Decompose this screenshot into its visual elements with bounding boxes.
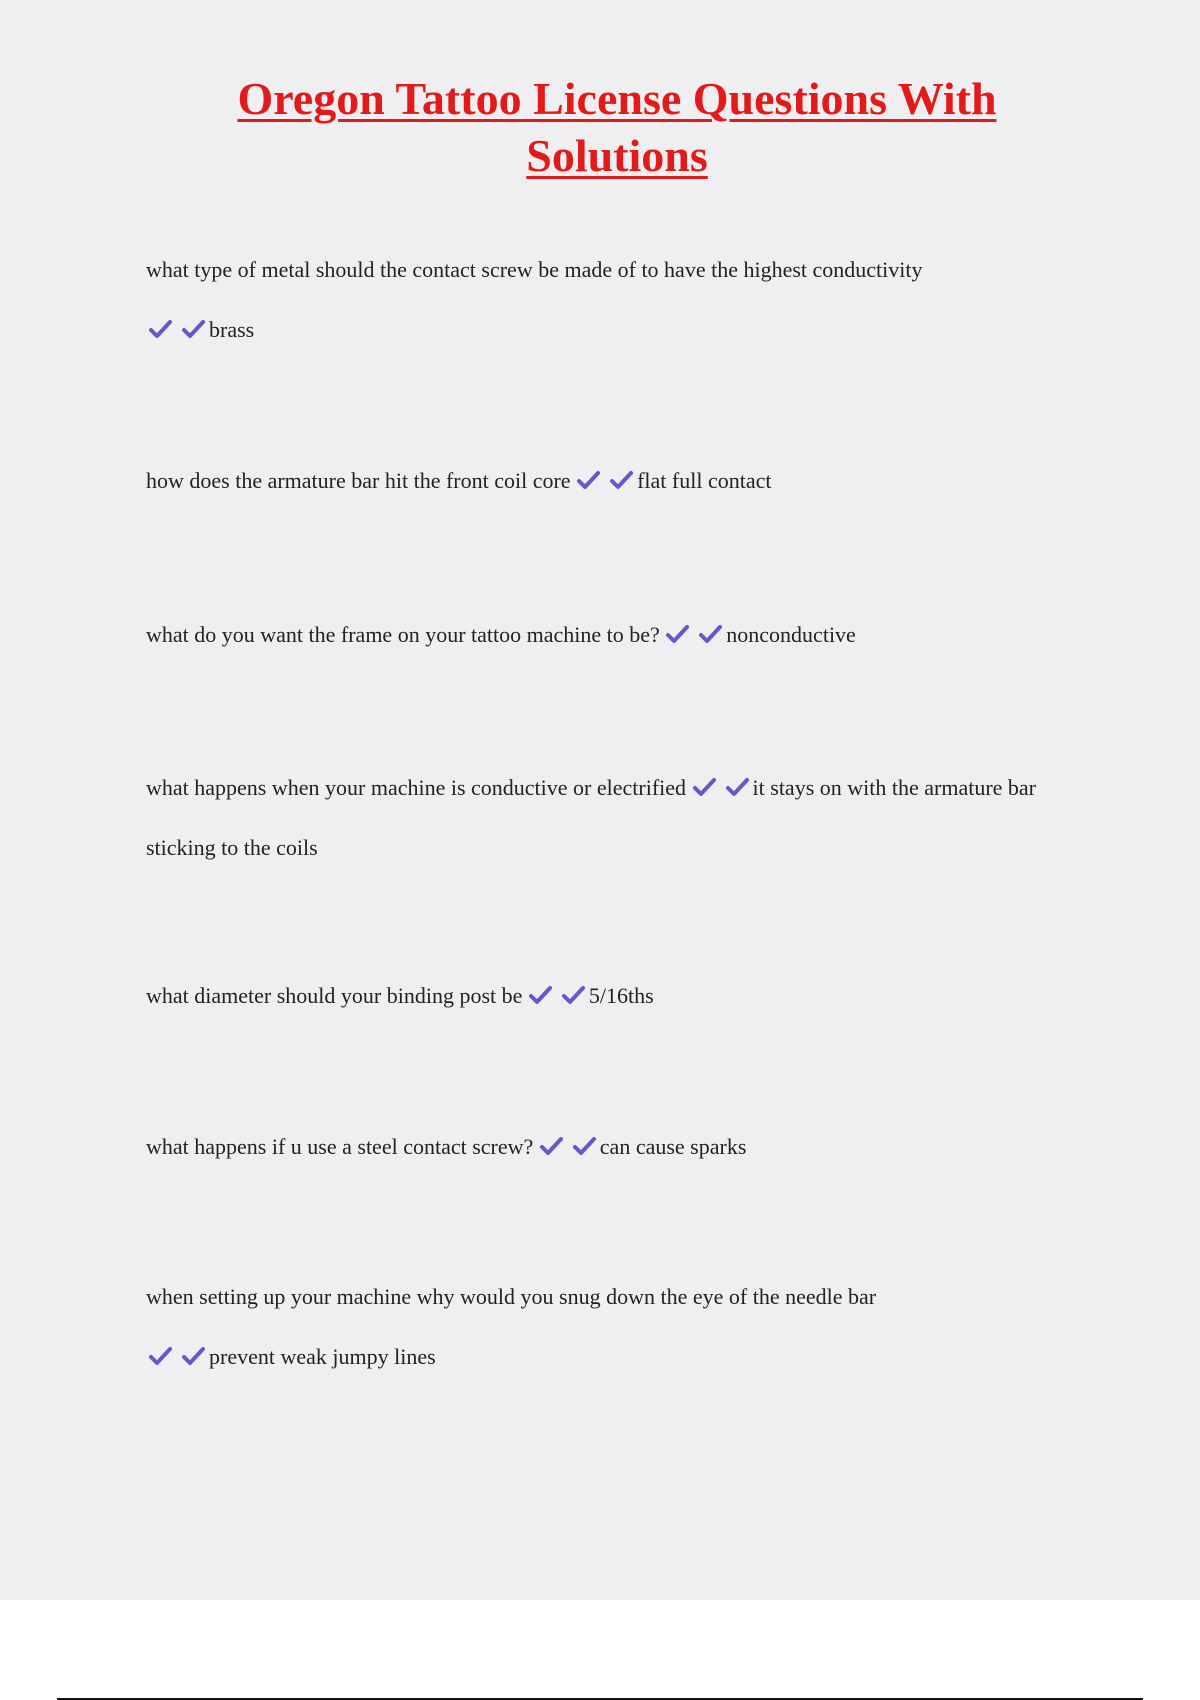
checkmark-icon: [561, 984, 586, 1006]
answer-text: nonconductive: [726, 622, 856, 647]
checkmark-icon: [148, 1345, 173, 1367]
answer-text: 5/16ths: [588, 983, 654, 1008]
answer-text: it stays on with the armature bar sticking to the coils: [146, 775, 1037, 860]
checkmark-icon: [609, 469, 634, 491]
checkmark-icon: [665, 623, 690, 645]
checkmark-icon: [148, 318, 173, 340]
qa-item-5: [146, 966, 1106, 1026]
question-text: what happens when your machine is conductive or electrified: [146, 775, 687, 800]
question-text: when setting up your machine why would you snug down the eye of the needle bar: [146, 1284, 877, 1309]
question-text: how does the armature bar hit the front coil core: [146, 468, 571, 493]
qa-item-2: [146, 451, 1106, 511]
checkmark-icon: [528, 984, 553, 1006]
qa-item-3: [146, 605, 1106, 665]
checkmark-icon: [725, 776, 750, 798]
checkmark-icon: [698, 623, 723, 645]
document-title: Oregon Tattoo License Questions With Solutions: [237, 73, 997, 181]
checkmark-icon: [539, 1135, 564, 1157]
qa-item-7: [146, 1267, 1106, 1387]
checkmark-icon: [576, 469, 601, 491]
qa-item-4: [146, 758, 1106, 878]
answer-text: brass: [209, 317, 255, 342]
question-text: what do you want the frame on your tattoo machine to be?: [146, 622, 660, 647]
answer-text: prevent weak jumpy lines: [209, 1344, 436, 1369]
checkmark-icon: [181, 1345, 206, 1367]
checkmark-icon: [181, 318, 206, 340]
answer-text: flat full contact: [637, 468, 772, 493]
checkmark-icon: [692, 776, 717, 798]
question-text: what diameter should your binding post be: [146, 983, 523, 1008]
qa-item-1: [146, 240, 1106, 360]
qa-item-6: [146, 1117, 1106, 1177]
question-text: what happens if u use a steel contact screw?: [146, 1134, 534, 1159]
answer-text: can cause sparks: [599, 1134, 747, 1159]
question-text: what type of metal should the contact screw be made of to have the highest conductivity: [146, 257, 923, 282]
checkmark-icon: [572, 1135, 597, 1157]
